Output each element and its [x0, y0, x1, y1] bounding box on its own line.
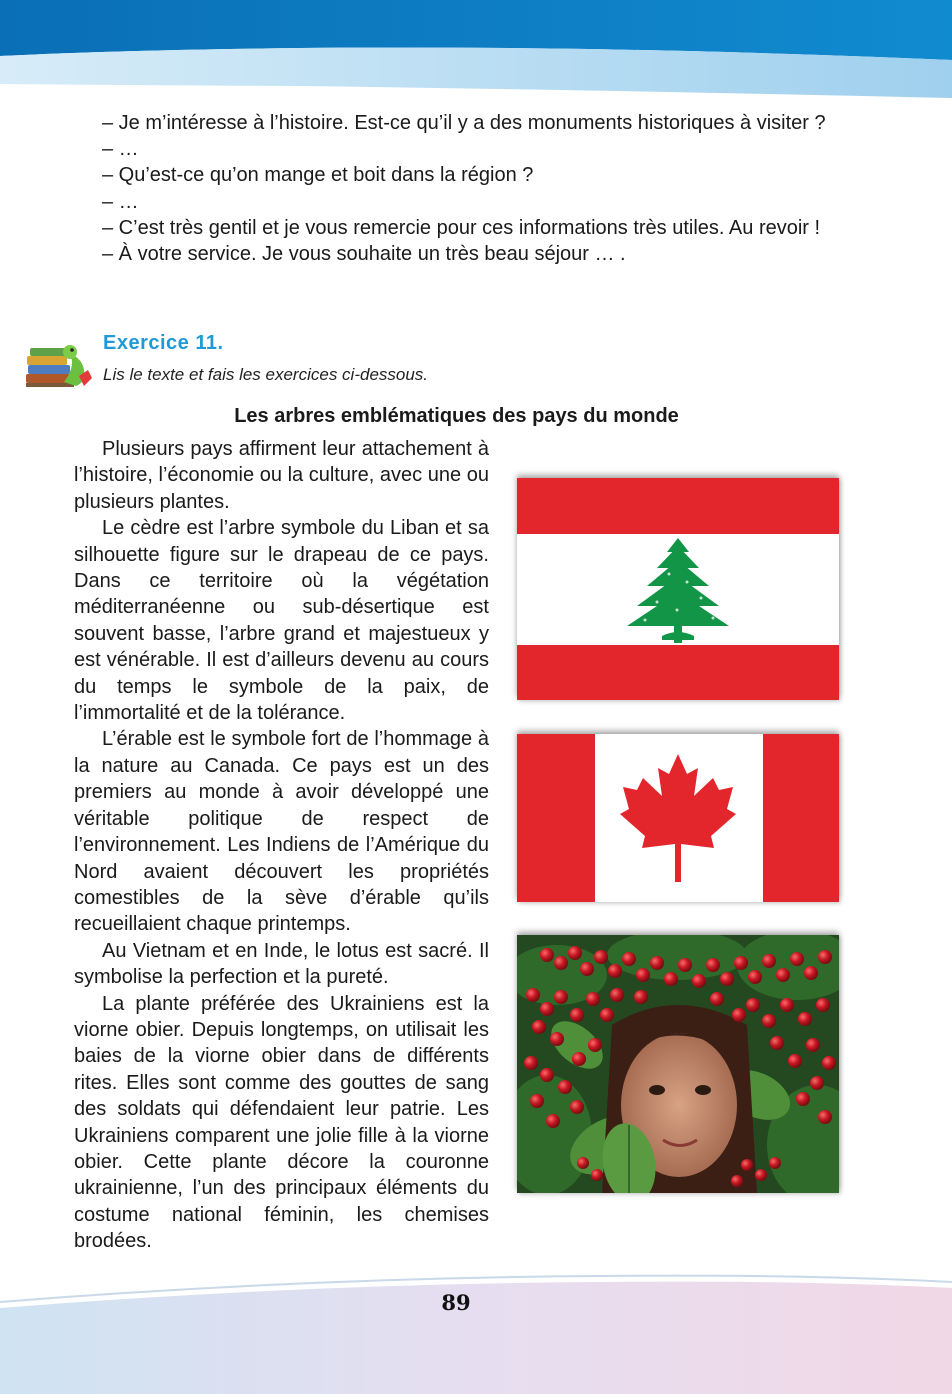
exercise-instruction: Lis le texte et fais les exercices ci-dessous.	[103, 365, 429, 384]
article-body	[74, 436, 489, 1255]
dialog-line: – À votre service. Je vous souhaite un très beau séjour … .	[102, 243, 626, 266]
article-paragraph: Plusieurs pays affirment leur attachement à l’histoire, l’économie ou la culture, avec une ou plusieurs plantes.	[74, 438, 489, 513]
bottom-footer-band	[0, 1270, 952, 1394]
top-header-band	[0, 0, 952, 100]
article-paragraph: L’érable est le symbole fort de l’hommage à la nature au Canada. Ce pays est un des premiers au monde à avoir développé une véritable politique de respect de l’environnement. Les Indiens de l’Amérique du Nord avaient découvert les propriétés comestibles de la sève d’érable qu’ils recueillaient chaque printemps.	[74, 728, 489, 936]
article-paragraph: Le cèdre est l’arbre symbole du Liban et sa silhouette figure sur le drapeau de ce pays. Dans ce territoire où la végétation méditerranéenne ou sub-désertique est souvent basse, l’arbre grand et majestueux y est vénérable. Il est d’ailleurs devenu au cours du temps le symbole de la paix, de l’immortalité et de la tolérance.	[74, 517, 489, 725]
girl-with-viburnum-berries-photo	[517, 935, 839, 1193]
lebanon-flag-image	[517, 478, 839, 700]
article-paragraph: La plante préférée des Ukrainiens est la viorne obier. Depuis longtemps, on utilisait les baies de la viorne obier dans de différents rites. Elles sont comme des gouttes de sang des soldats qui défendaient leur patrie. Les Ukrainiens comparent une jolie fille à la viorne obier. Cette plante décore la couronne ukrainienne, l’un des principaux éléments du costume national féminin, les chemises brodées.	[74, 992, 489, 1253]
page-number: 89	[441, 1290, 471, 1315]
dialog-line: – C’est très gentil et je vous remercie pour ces informations très utiles. Au revoir !	[102, 216, 821, 239]
article-title: Les arbres emblématiques des pays du monde	[234, 405, 679, 427]
dialog-line: – Je m’intéresse à l’histoire. Est-ce qu’il y a des monuments historiques à visiter ?	[102, 112, 826, 134]
exercise-title: Exercice 11.	[103, 332, 224, 354]
books-lizard-icon	[24, 336, 94, 392]
dialog-lines	[74, 110, 839, 267]
article-paragraph: Au Vietnam et en Inde, le lotus est sacré. Il symbolise la perfection et la pureté.	[74, 939, 489, 989]
canada-flag-image	[517, 734, 839, 902]
dialog-line: – …	[102, 190, 139, 213]
dialog-line: – …	[102, 138, 139, 161]
dialog-line: – Qu’est-ce qu’on mange et boit dans la région ?	[102, 164, 534, 187]
